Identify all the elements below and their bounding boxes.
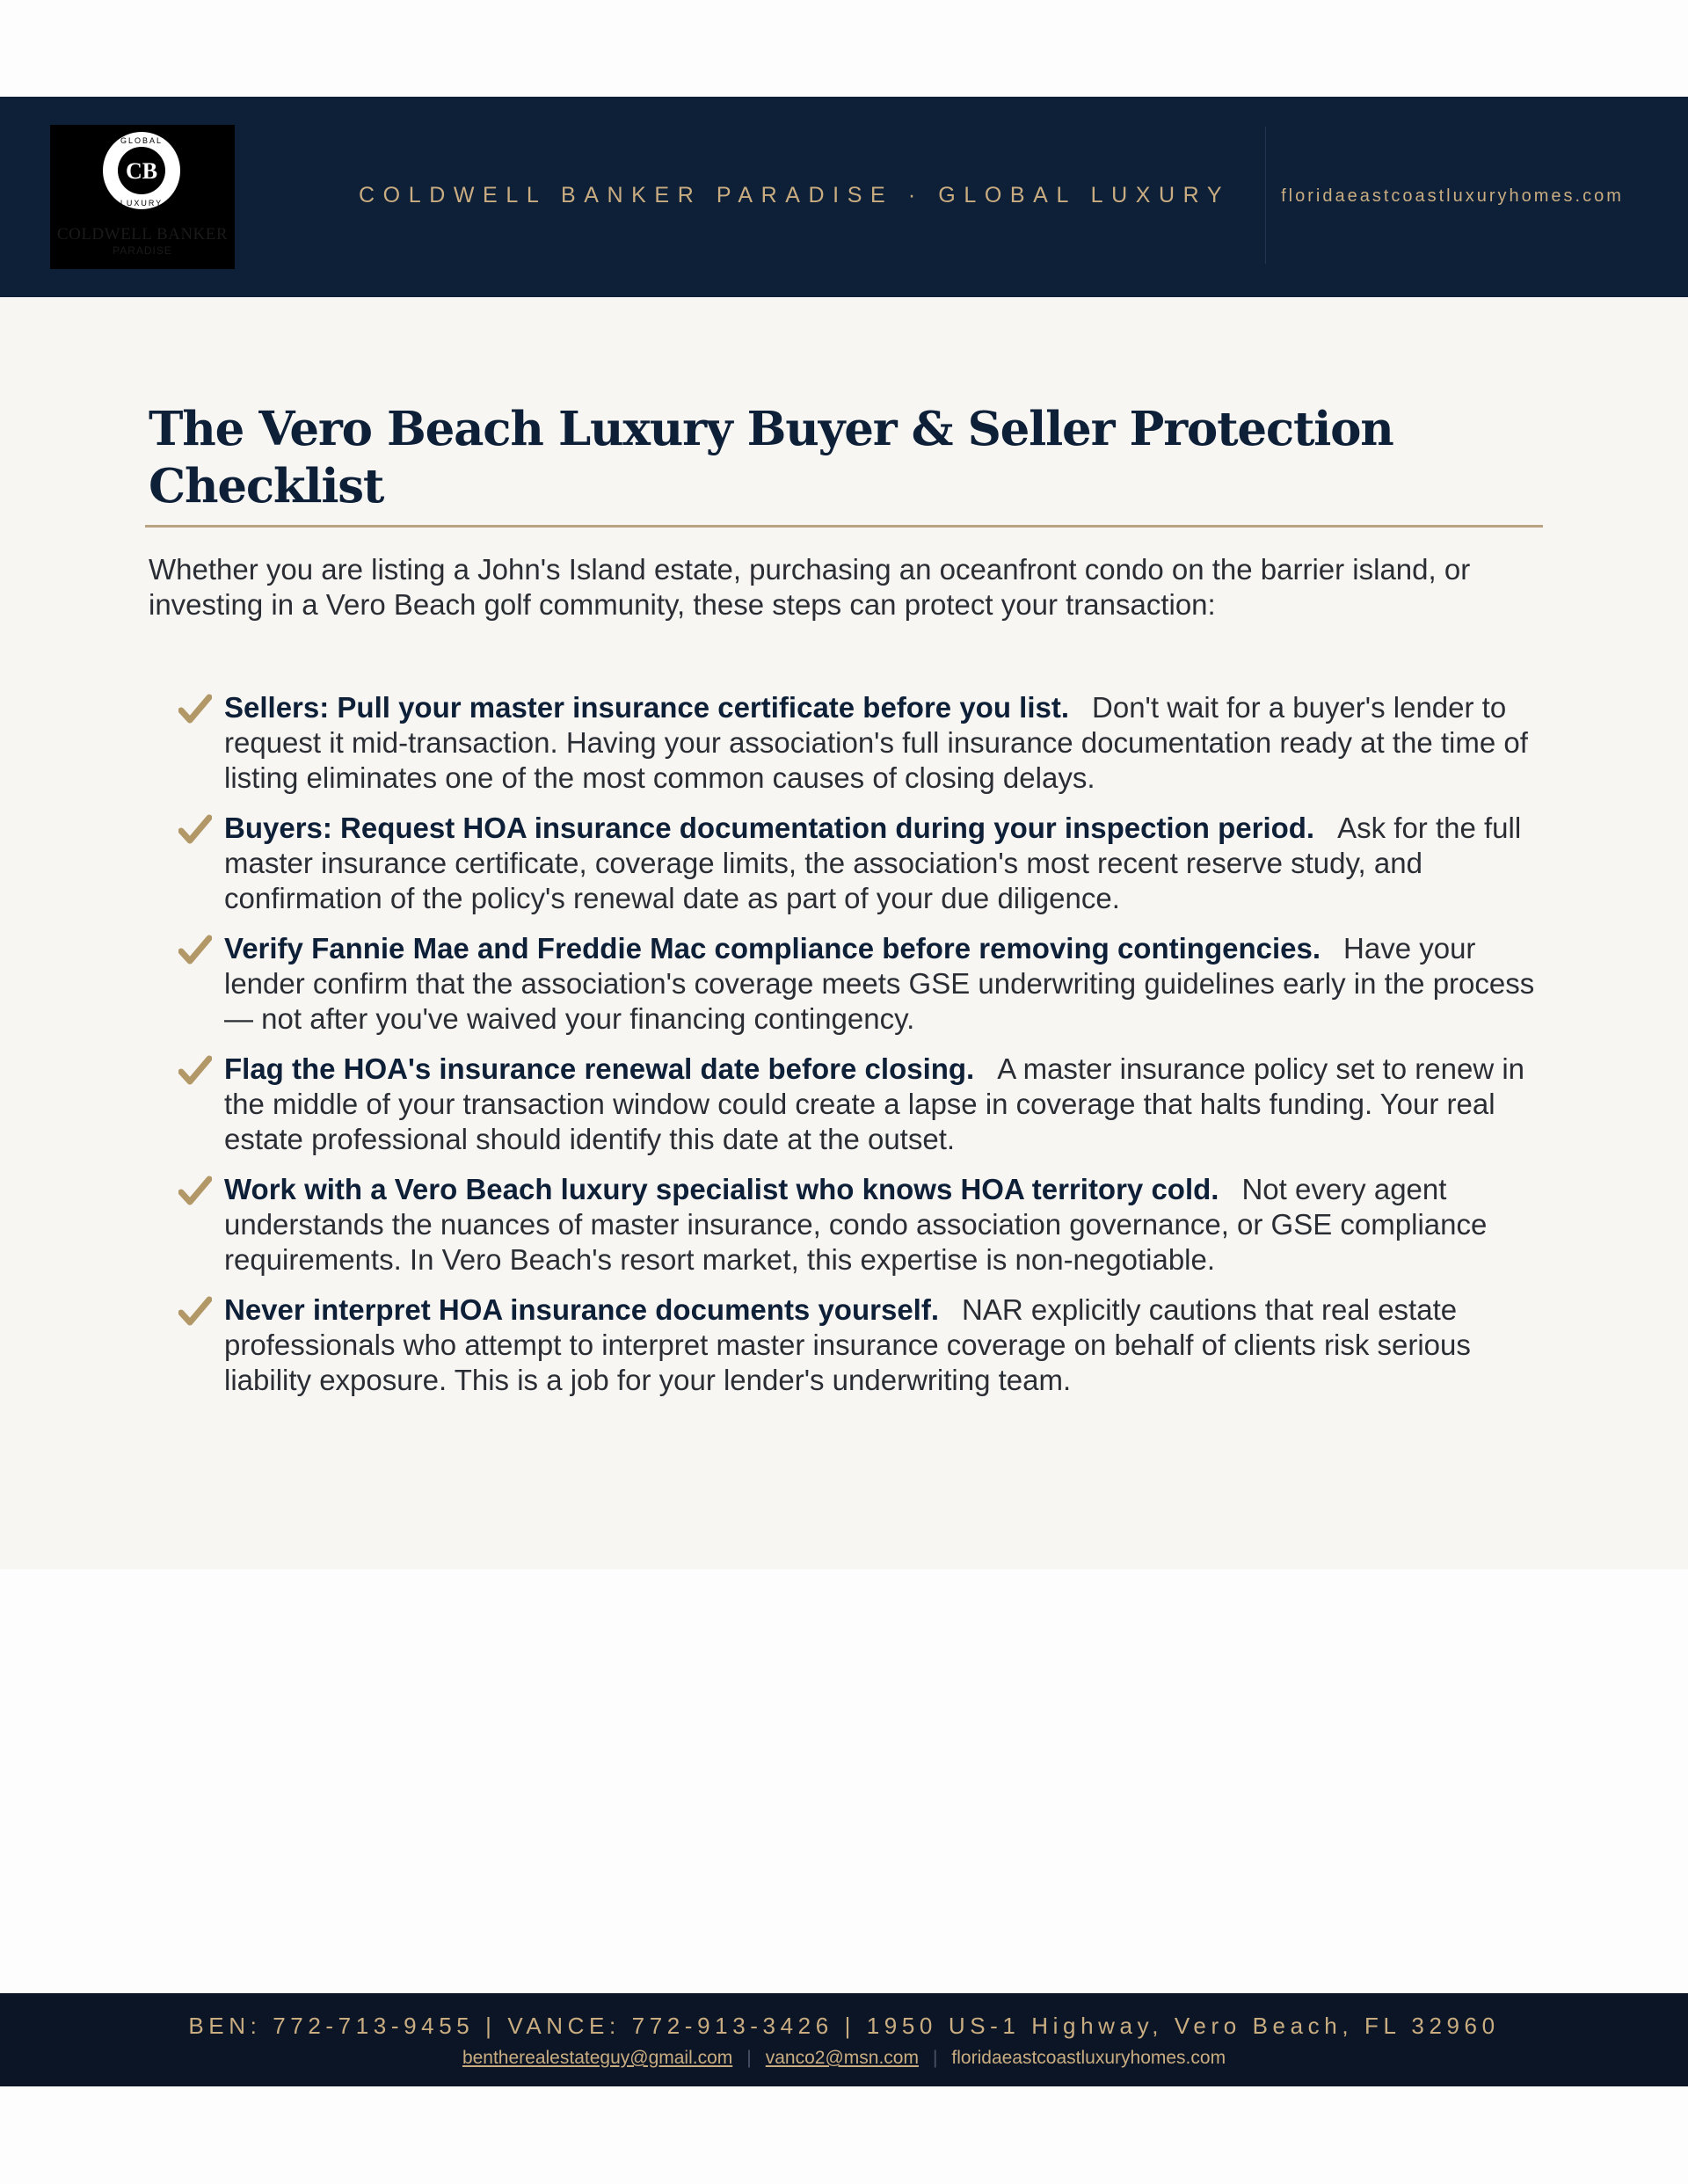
- title-divider: [145, 525, 1543, 528]
- svg-text:LUXURY: LUXURY: [120, 199, 164, 207]
- checklist-item: [176, 811, 1556, 916]
- checklist-item: [176, 931, 1556, 1037]
- checklist-section: [0, 297, 1688, 1569]
- checklist-item-lead: Never interpret HOA insurance documents yourself.: [224, 1293, 939, 1326]
- checklist-item-body: Don't wait for a buyer's lender to request it mid-transaction. Having your association's full insurance documentation ready at the time of listing eliminates one of the most common causes of closing delays.: [224, 691, 1528, 794]
- page-title: The Vero Beach Luxury Buyer & Seller Protection Checklist: [149, 402, 1393, 513]
- checklist-item-lead: Buyers: Request HOA insurance documentation during your inspection period.: [224, 812, 1315, 844]
- intro-paragraph: Whether you are listing a John's Island estate, purchasing an oceanfront condo on the barrier island, or investing in a Vero Beach golf community, these steps can protect your transaction:: [149, 553, 1471, 621]
- checklist-item-body: Have your lender confirm that the association's coverage meets GSE underwriting guidelines early in the process — not after you've waived your financing contingency.: [224, 932, 1535, 1035]
- footer-separator: |: [746, 2048, 752, 2068]
- page-footer: [0, 1993, 1688, 2086]
- protection-checklist: [176, 690, 1556, 1413]
- footer-separator: |: [932, 2048, 938, 2068]
- coldwell-banker-logo: [50, 125, 235, 269]
- logo-wordmark: COLDWELL BANKER: [56, 225, 229, 244]
- footer-links: [0, 2048, 1688, 2069]
- checklist-item: [176, 1172, 1556, 1278]
- checklist-item: [176, 1052, 1556, 1157]
- checklist-item-body: Not every agent understands the nuances of master insurance, condo association governance, or GSE compliance requirements. In Vero Beach's resort market, this expertise is non-negotiable.: [224, 1173, 1488, 1276]
- svg-text:GLOBAL: GLOBAL: [120, 136, 164, 145]
- checkmark-icon: [178, 1296, 212, 1326]
- checklist-item-body: A master insurance policy set to renew in the middle of your transaction window could create a lapse in coverage that halts funding. Your real estate professional should identify this date at the outset.: [224, 1052, 1525, 1155]
- checklist-item-lead: Sellers: Pull your master insurance certificate before you list.: [224, 691, 1070, 724]
- brand-line: COLDWELL BANKER PARADISE · GLOBAL LUXURY: [359, 183, 1231, 207]
- footer-contact-line: BEN: 772-713-9455 | VANCE: 772-913-3426 | 1950 US-1 Highway, Vero Beach, FL 32960: [188, 2013, 1500, 2039]
- global-luxury-seal-icon: [101, 130, 182, 211]
- footer-website-link[interactable]: floridaeastcoastluxuryhomes.com: [951, 2048, 1226, 2068]
- checkmark-icon: [178, 1176, 212, 1205]
- checklist-item: [176, 690, 1556, 796]
- checklist-item-lead: Flag the HOA's insurance renewal date before closing.: [224, 1052, 975, 1085]
- logo-subtext: PARADISE: [113, 244, 172, 257]
- checkmark-icon: [178, 814, 212, 844]
- checklist-item-lead: Verify Fannie Mae and Freddie Mac compliance before removing contingencies.: [224, 932, 1321, 965]
- email-link-vance[interactable]: vanco2@msn.com: [765, 2048, 919, 2068]
- checkmark-icon: [178, 935, 212, 965]
- checklist-item-lead: Work with a Vero Beach luxury specialist who knows HOA territory cold.: [224, 1173, 1219, 1205]
- checklist-item: [176, 1292, 1556, 1398]
- checklist-item-body: Ask for the full master insurance certificate, coverage limits, the association's most recent reserve study, and confirmation of the policy's renewal date as part of your due diligence.: [224, 812, 1522, 914]
- email-link-ben[interactable]: bentherealestateguy@gmail.com: [462, 2048, 733, 2068]
- page-header: [0, 97, 1688, 297]
- svg-text:CB: CB: [125, 158, 158, 184]
- checkmark-icon: [178, 694, 212, 724]
- header-website-link[interactable]: floridaeastcoastluxuryhomes.com: [1281, 186, 1624, 206]
- checklist-item-body: NAR explicitly cautions that real estate professionals who attempt to interpret master insurance coverage on behalf of clients risk serious liability exposure. This is a job for your lender's underwriting team.: [224, 1293, 1471, 1396]
- checkmark-icon: [178, 1055, 212, 1085]
